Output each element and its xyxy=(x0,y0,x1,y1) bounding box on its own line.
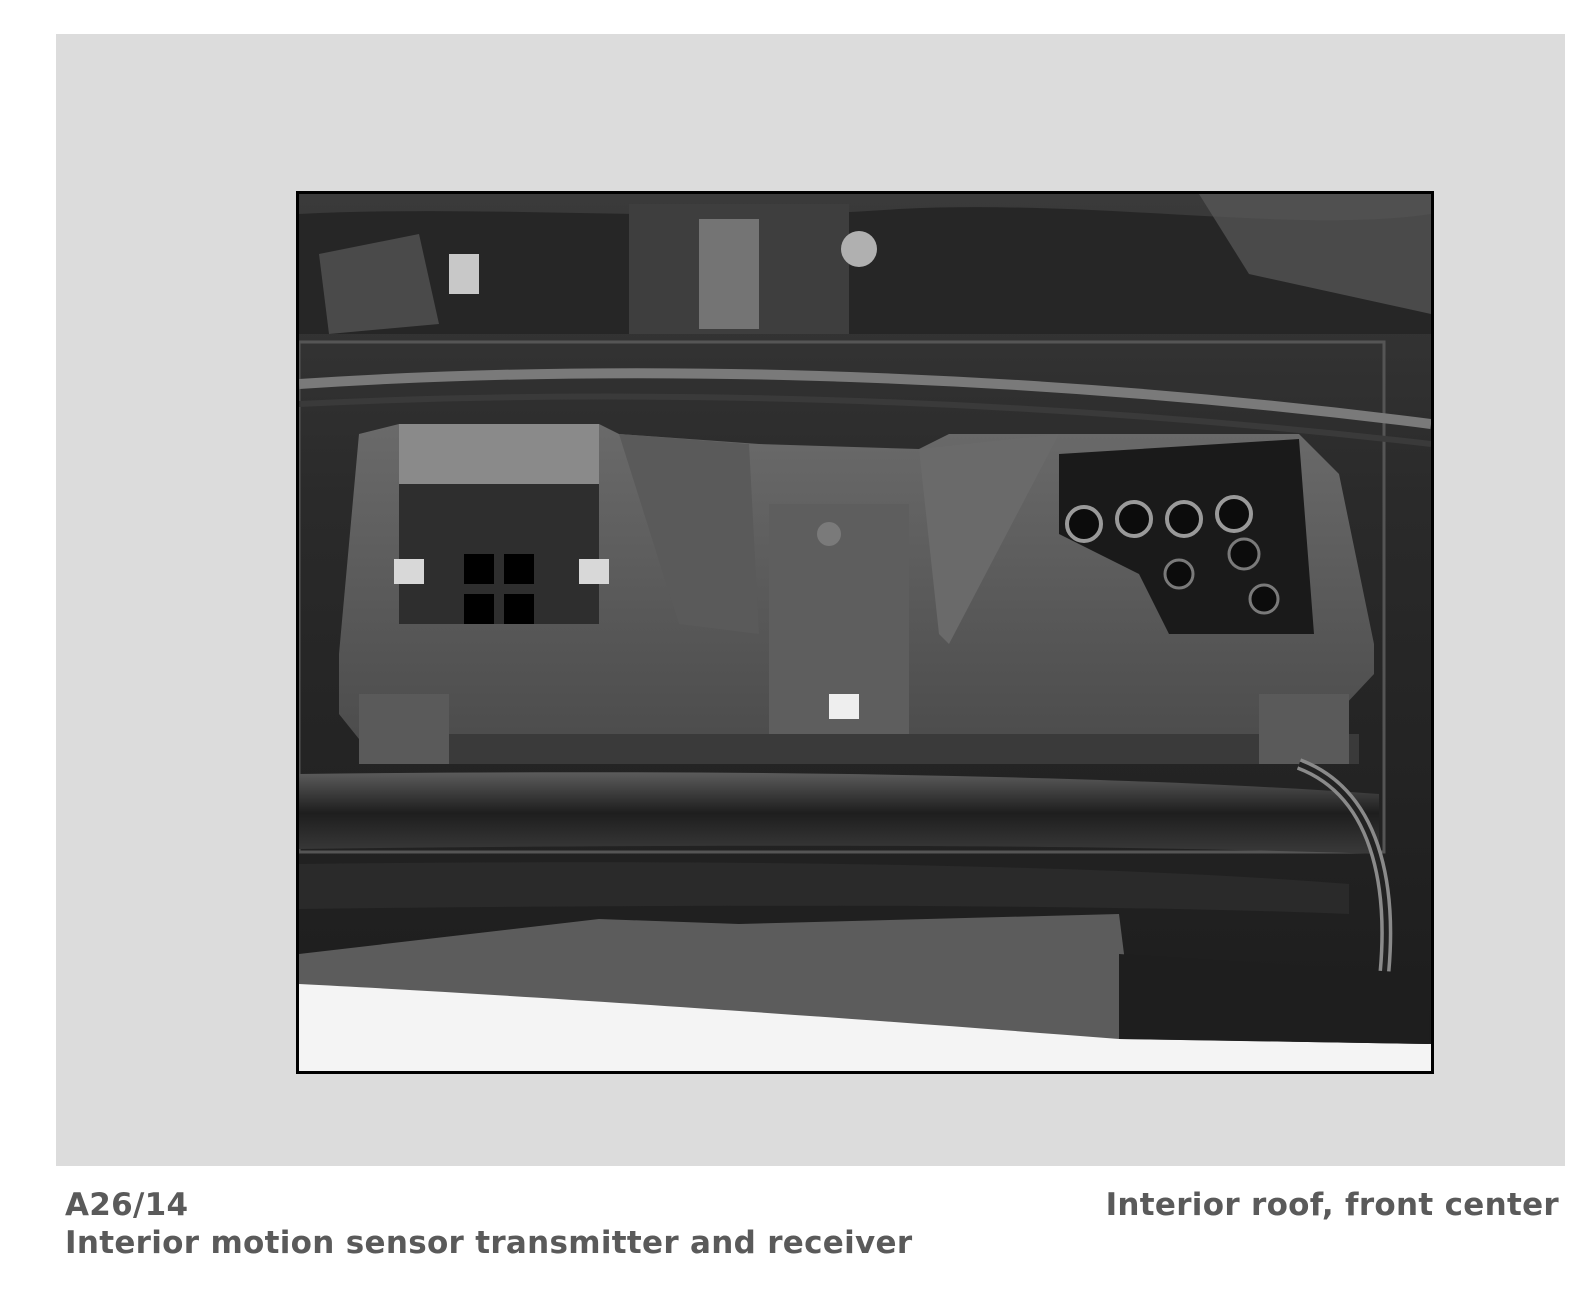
component-id-label: A26/14 xyxy=(65,1187,189,1223)
figure-panel xyxy=(56,34,1565,1166)
sensor-module-photo xyxy=(296,191,1434,1074)
sensor-module-illustration xyxy=(299,194,1431,1071)
component-description-label: Interior motion sensor transmitter and receiver xyxy=(65,1225,913,1261)
component-location-label: Interior roof, front center xyxy=(1105,1187,1559,1223)
